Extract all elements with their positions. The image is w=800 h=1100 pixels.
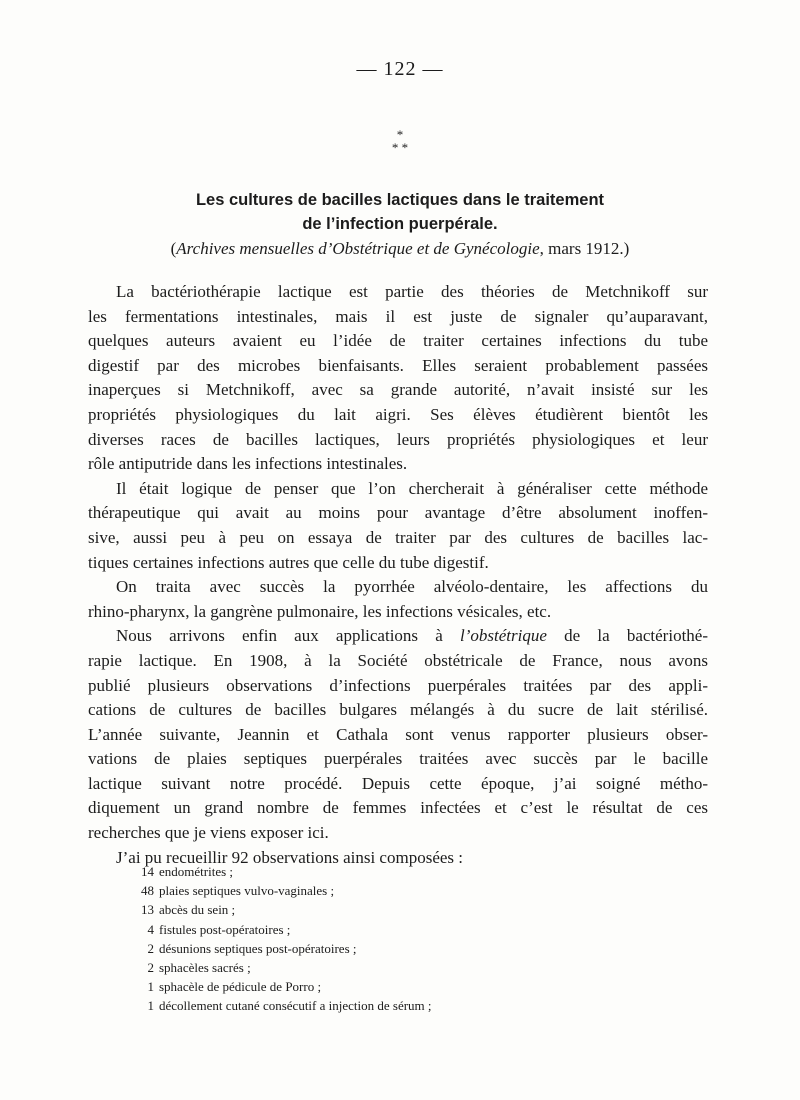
page-number: — 122 —	[356, 58, 444, 80]
article-body	[88, 280, 708, 870]
text-line: rapie lactique. En 1908, à la Société obstétricale de France, nous avons	[88, 650, 708, 670]
text-line: La bactériothérapie lactique est partie des théories de Metchnikoff sur	[116, 282, 708, 301]
observation-list	[132, 862, 652, 1016]
text-line: sive, aussi peu à peu on essaya de traiter par des cultures de bacilles lac-	[88, 527, 708, 547]
asterism-separator	[360, 128, 440, 154]
paragraph	[88, 477, 708, 575]
text-line: L’année suivante, Jeannin et Cathala sont venus rapporter plusieurs obser-	[88, 724, 708, 744]
text-line: J’ai pu recueillir 92 observations ainsi composées :	[116, 847, 463, 867]
italic-term: l’obstétrique	[460, 626, 547, 646]
list-item-text: abcès du sein ;	[159, 902, 236, 918]
text-line: les fermentations intestinales, mais il est juste de signaler qu’auparavant,	[88, 306, 708, 326]
list-item-text: fistules post-opératoires ;	[159, 921, 291, 937]
list-item-text: sphacèles sacrés ;	[159, 960, 251, 976]
text-fragment: Nous arrivons enfin aux applications à	[116, 626, 460, 646]
list-item-text: endométrites ;	[159, 864, 234, 879]
article-title-line-1: Les cultures de bacilles lactiques dans le traitement	[195, 191, 605, 209]
text-line: quelques auteurs avaient eu l’idée de traiter certaines infections du tube	[88, 331, 708, 351]
text-line: rôle antiputride dans les infections intestinales.	[88, 454, 408, 474]
source-date: , mars 1912.)	[539, 239, 630, 258]
article-title-line-2: de l’infection puerpérale.	[302, 215, 498, 233]
text-line: rhino-pharynx, la gangrène pulmonaire, les infections vésicales, etc.	[88, 601, 552, 621]
list-item-count: 1	[147, 979, 154, 995]
list-item-text: désunions septiques post-opératoires ;	[159, 940, 357, 956]
paragraph	[88, 280, 708, 477]
list-item-text: sphacèle de pédicule de Porro ;	[159, 979, 322, 995]
text-line: diverses races de bacilles lactiques, leurs propriétés physiologiques et leur	[88, 429, 708, 449]
text-line: tiques certaines infections autres que celle du tube digestif.	[88, 552, 489, 572]
text-line	[116, 624, 708, 649]
list-item-count: 13	[141, 902, 154, 918]
list-item	[132, 939, 652, 958]
list-item	[132, 920, 652, 939]
text-line: recherches que je viens exposer ici.	[88, 823, 329, 843]
text-fragment: de la bactériothé-	[546, 626, 708, 646]
article-title	[60, 188, 740, 236]
source-journal: Archives mensuelles d’Obstétrique et de Gynécologie	[176, 239, 540, 258]
list-item-count: 2	[147, 940, 154, 956]
list-item	[132, 996, 652, 1015]
list-item	[132, 900, 652, 919]
list-item-count: 1	[147, 998, 154, 1014]
text-line: digestif par des microbes bienfaisants. Elles seraient probablement passées	[88, 355, 708, 375]
article-source	[60, 237, 740, 261]
list-item-text: décollement cutané consécutif a injection de sérum ;	[159, 998, 432, 1014]
asterism-top: *	[396, 127, 404, 142]
list-item-count: 2	[147, 960, 154, 976]
paragraph	[88, 624, 708, 845]
text-line: vations de plaies septiques puerpérales traitées avec succès par le bacille	[88, 749, 708, 769]
list-item	[132, 958, 652, 977]
text-line: inaperçues si Metchnikoff, avec sa grande autorité, n’avait insisté sur les	[88, 380, 708, 400]
list-item-text: plaies septiques vulvo-vaginales ;	[159, 883, 335, 899]
text-line: thérapeutique qui avait au moins pour avantage d’être absolument inoffen-	[88, 503, 708, 523]
text-line: cations de cultures de bacilles bulgares mélangés à du sucre de lait stérilisé.	[88, 700, 708, 720]
source-open-paren: (	[170, 239, 177, 258]
text-line: diquement un grand nombre de femmes infectées et c’est le résultat de ces	[88, 798, 708, 818]
text-line: Il était logique de penser que l’on chercherait à généraliser cette méthode	[116, 478, 708, 498]
list-item-count: 48	[141, 883, 154, 899]
text-line: publié plusieurs observations d’infections puerpérales traitées par des appli-	[88, 675, 708, 695]
list-item-count: 4	[147, 921, 154, 937]
asterism-bottom: * *	[391, 140, 409, 155]
paragraph	[88, 575, 708, 624]
list-item	[132, 862, 652, 881]
list-item	[132, 977, 652, 996]
list-item	[132, 881, 652, 900]
text-line: lactique suivant notre procédé. Depuis cette époque, j’ai soigné métho-	[88, 773, 708, 793]
list-item-count: 14	[141, 864, 154, 879]
text-line: On traita avec succès la pyorrhée alvéolo-dentaire, les affections du	[116, 577, 708, 597]
text-line: propriétés physiologiques du lait aigri. Ses élèves étudièrent bientôt les	[88, 404, 708, 424]
